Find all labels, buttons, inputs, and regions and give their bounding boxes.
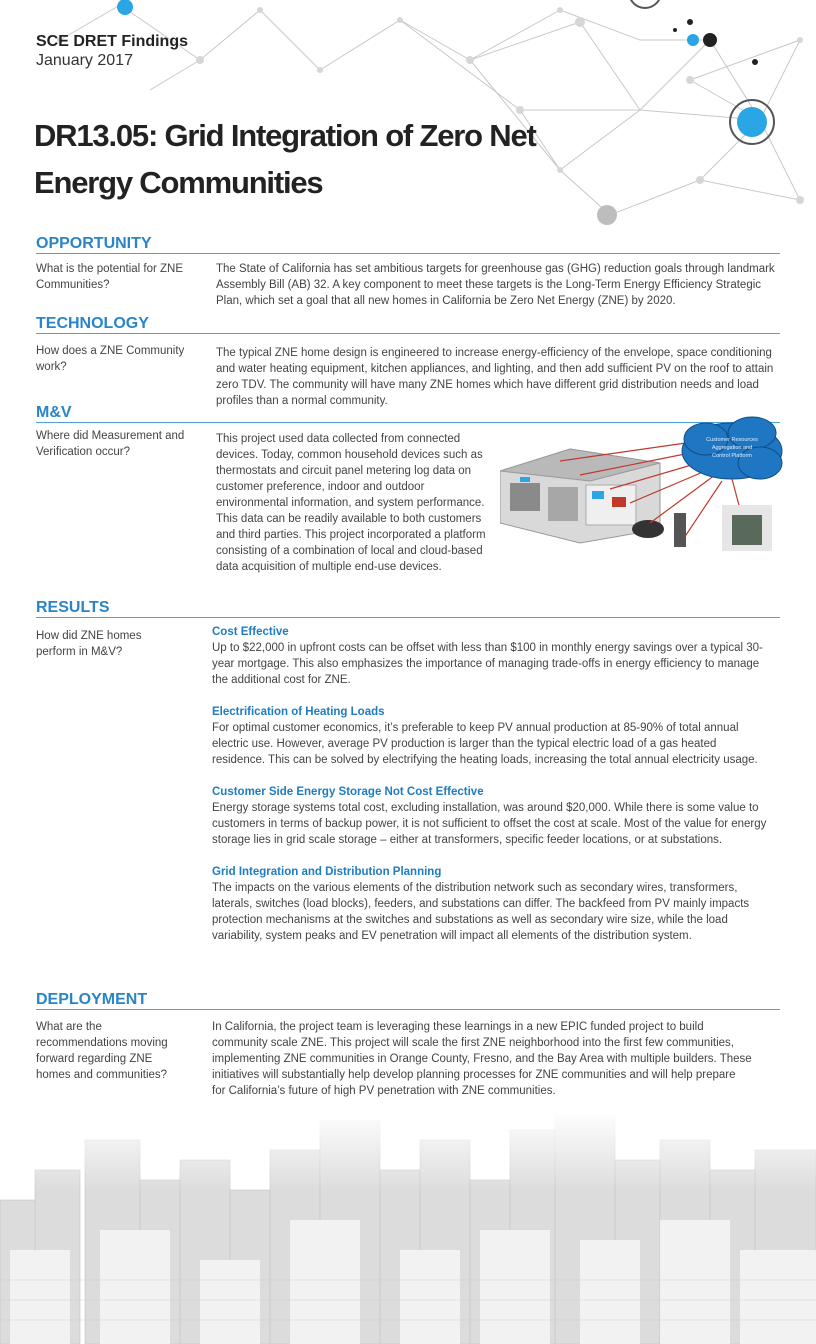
section-results bbox=[36, 598, 780, 942]
city-skyline-image bbox=[0, 1110, 816, 1344]
report-date: January 2017 bbox=[36, 52, 133, 69]
section-heading: DEPLOYMENT bbox=[36, 991, 148, 1008]
results-list bbox=[212, 624, 772, 960]
page-title bbox=[34, 112, 634, 206]
result-text: Energy storage systems total cost, excluding installation, was around $20,000. While there is some value to customers in terms of backup power, it is not sufficient to offset the cost at scale. Most of the value for energy storage lies in grid scale storage – either at transformers, specific feeder locations, or at substations. bbox=[212, 802, 767, 846]
section-technology bbox=[36, 314, 780, 407]
section-heading: RESULTS bbox=[36, 599, 110, 616]
result-text: For optimal customer economics, it’s preferable to keep PV annual production at 85-90% of total annual electric use. However, average PV production is larger than the typical electric load of a gas heated residence. This can be solved by electrifying the heating loads, increasing the total annual electricity usage. bbox=[212, 722, 758, 766]
section-mv bbox=[36, 403, 780, 573]
svg-text:Aggregation and: Aggregation and bbox=[711, 445, 753, 451]
section-question: Where did Measurement and Verification occur? bbox=[36, 430, 185, 458]
section-answer: The State of California has set ambitious targets for greenhouse gas (GHG) reduction goals through landmark Assembly Bill (AB) 32. A key component to meet these targets is the Long-Term Energy Efficiency Strategic Plan, which set a goal that all new homes in California be Zero Net Energy (ZNE) by 2020. bbox=[216, 263, 775, 307]
title-line-2: Energy Communities bbox=[34, 165, 323, 200]
connected-home-diagram bbox=[500, 411, 784, 561]
svg-text:Customer Resources: Customer Resources bbox=[706, 437, 758, 443]
section-divider bbox=[36, 253, 780, 254]
section-question: What are the recommendations moving forward regarding ZNE homes and communities? bbox=[36, 1021, 168, 1081]
section-answer: This project used data collected from connected devices. Today, common household devices such as thermostats and circuit panel metering log data on customer preference, indoor and outdoor environmental information, and system performance. This data can be readily available to both customers and third parties. This project incorporated a platform consisting of a combination of local and cloud-based data acquisition of multiple end-use devices. bbox=[216, 433, 486, 573]
section-question: How does a ZNE Community work? bbox=[36, 345, 185, 373]
section-answer: The typical ZNE home design is engineered to increase energy-efficiency of the envelope, space conditioning and water heating equipment, kitchen appliances, and lighting, and then add sufficient PV on the roof to attain zero TDV. The community will have many ZNE homes which have different grid distribution needs and load profiles than a normal community. bbox=[216, 347, 774, 407]
result-title: Customer Side Energy Storage Not Cost Effective bbox=[212, 786, 484, 798]
section-divider bbox=[36, 1009, 780, 1010]
section-divider bbox=[36, 617, 780, 618]
result-item bbox=[212, 704, 772, 768]
section-heading: OPPORTUNITY bbox=[36, 235, 152, 252]
section-question: What is the potential for ZNE Communities? bbox=[36, 263, 184, 291]
section-opportunity bbox=[36, 234, 780, 307]
section-answer: In California, the project team is leveraging these learnings in a new EPIC funded project to build community scale ZNE. This project will scale the first ZNE neighborhood into the first few communities, implementing ZNE communities in Orange County, Fresno, and the Bay Area with multiple builders. These initiatives will substantially help develop planning processes for ZNE communities and will help prepare for California’s future of high PV penetration with ZNE communities. bbox=[212, 1021, 752, 1097]
section-heading: M&V bbox=[36, 404, 72, 421]
result-title: Electrification of Heating Loads bbox=[212, 706, 385, 718]
result-text: The impacts on the various elements of the distribution network such as secondary wires, transformers, laterals, switches (load blocks), feeders, and substations can differ. The backfeed from PV mainly impacts protection mechanisms at the switches and substations as well as secondary wire size, while the load variability, system peaks and EV penetration will impact all elements of the distribution system. bbox=[212, 882, 750, 942]
result-title: Cost Effective bbox=[212, 626, 289, 638]
section-question: How did ZNE homes perform in M&V? bbox=[36, 630, 142, 658]
result-text: Up to $22,000 in upfront costs can be offset with less than $100 in monthly energy savings over a typical 30-year mortgage. This also emphasizes the importance of managing trade-offs in energy efficiency to manage the additional cost for ZNE. bbox=[212, 642, 763, 686]
title-line-1: DR13.05: Grid Integration of Zero Net bbox=[34, 118, 536, 153]
result-item bbox=[212, 624, 772, 688]
section-heading: TECHNOLOGY bbox=[36, 315, 149, 332]
section-divider bbox=[36, 333, 780, 334]
organization-label: SCE DRET Findings bbox=[36, 33, 188, 50]
result-item bbox=[212, 784, 772, 848]
section-deployment bbox=[36, 990, 780, 1097]
result-item bbox=[212, 864, 772, 944]
svg-text:Control Platform: Control Platform bbox=[712, 453, 752, 459]
result-title: Grid Integration and Distribution Planning bbox=[212, 866, 442, 878]
